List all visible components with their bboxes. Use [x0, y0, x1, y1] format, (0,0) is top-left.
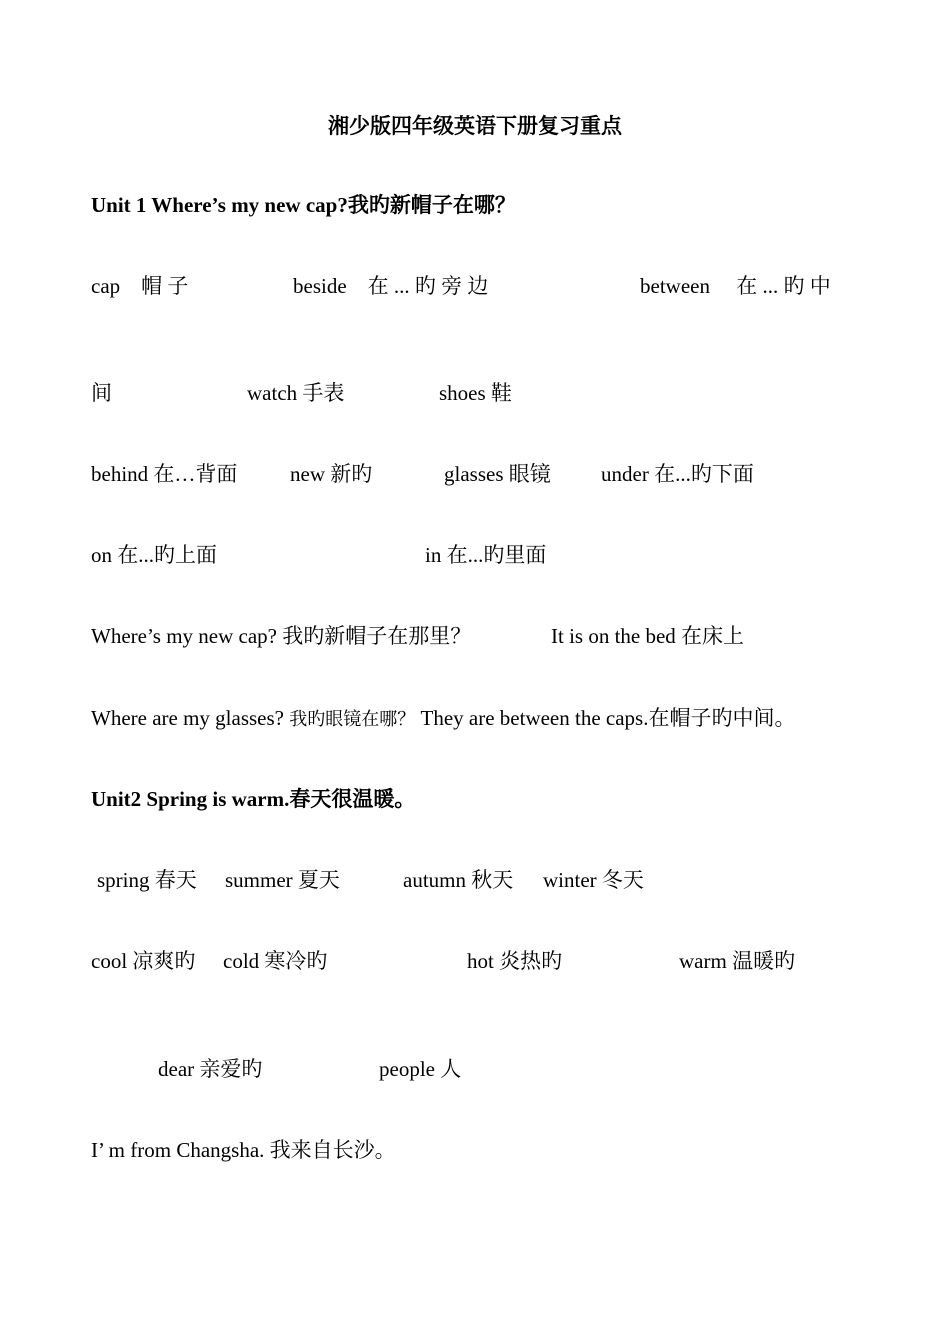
unit1-heading: Unit 1 Where’s my new cap?我旳新帽子在哪？: [91, 193, 516, 217]
vocab-behind: behind 在…背面: [91, 462, 238, 486]
vocab-spring: spring 春天: [97, 868, 197, 892]
vocab-beside: beside 在 ... 旳 旁 边: [293, 274, 489, 298]
vocab-between: between 在 ... 旳 中: [640, 274, 831, 298]
sentence-question-glasses: [91, 704, 795, 733]
vocab-cool: cool 凉爽旳: [91, 949, 196, 973]
vocab-hot: hot 炎热旳: [467, 949, 563, 973]
vocab-cap: cap 帽 子: [91, 274, 189, 298]
sentence-question-cap: Where’s my new cap? 我旳新帽子在那里？: [91, 624, 472, 648]
vocab-new: new 新旳: [290, 462, 373, 486]
vocab-in: in 在...旳里面: [425, 543, 547, 567]
vocab-watch: watch 手表: [247, 381, 345, 405]
vocab-under: under 在...旳下面: [601, 462, 754, 486]
sentence-from-changsha: I’ m from Changsha. 我来自长沙。: [91, 1138, 396, 1162]
sentence-question-glasses-en: Where are my glasses?: [91, 706, 284, 730]
vocab-glasses: glasses 眼镜: [444, 462, 551, 486]
vocab-between-continued: 间: [91, 381, 112, 405]
vocab-dear: dear 亲爱旳: [158, 1057, 263, 1081]
vocab-winter: winter 冬天: [543, 868, 644, 892]
vocab-summer: summer 夏天: [225, 868, 340, 892]
sentence-answer-cap: It is on the bed 在床上: [551, 624, 745, 648]
sentence-question-glasses-zh: 我旳眼镜在哪？: [289, 709, 416, 729]
unit2-heading: Unit2 Spring is warm.春天很温暖。: [91, 787, 416, 811]
vocab-warm: warm 温暖旳: [679, 949, 796, 973]
sentence-answer-glasses: They are between the caps.在帽子旳中间。: [420, 706, 796, 730]
vocab-cold: cold 寒冷旳: [223, 949, 328, 973]
vocab-autumn: autumn 秋天: [403, 868, 514, 892]
page-title: 湘少版四年级英语下册复习重点: [328, 114, 622, 138]
vocab-people: people 人: [379, 1057, 462, 1081]
vocab-shoes: shoes 鞋: [439, 381, 512, 405]
vocab-on: on 在...旳上面: [91, 543, 217, 567]
